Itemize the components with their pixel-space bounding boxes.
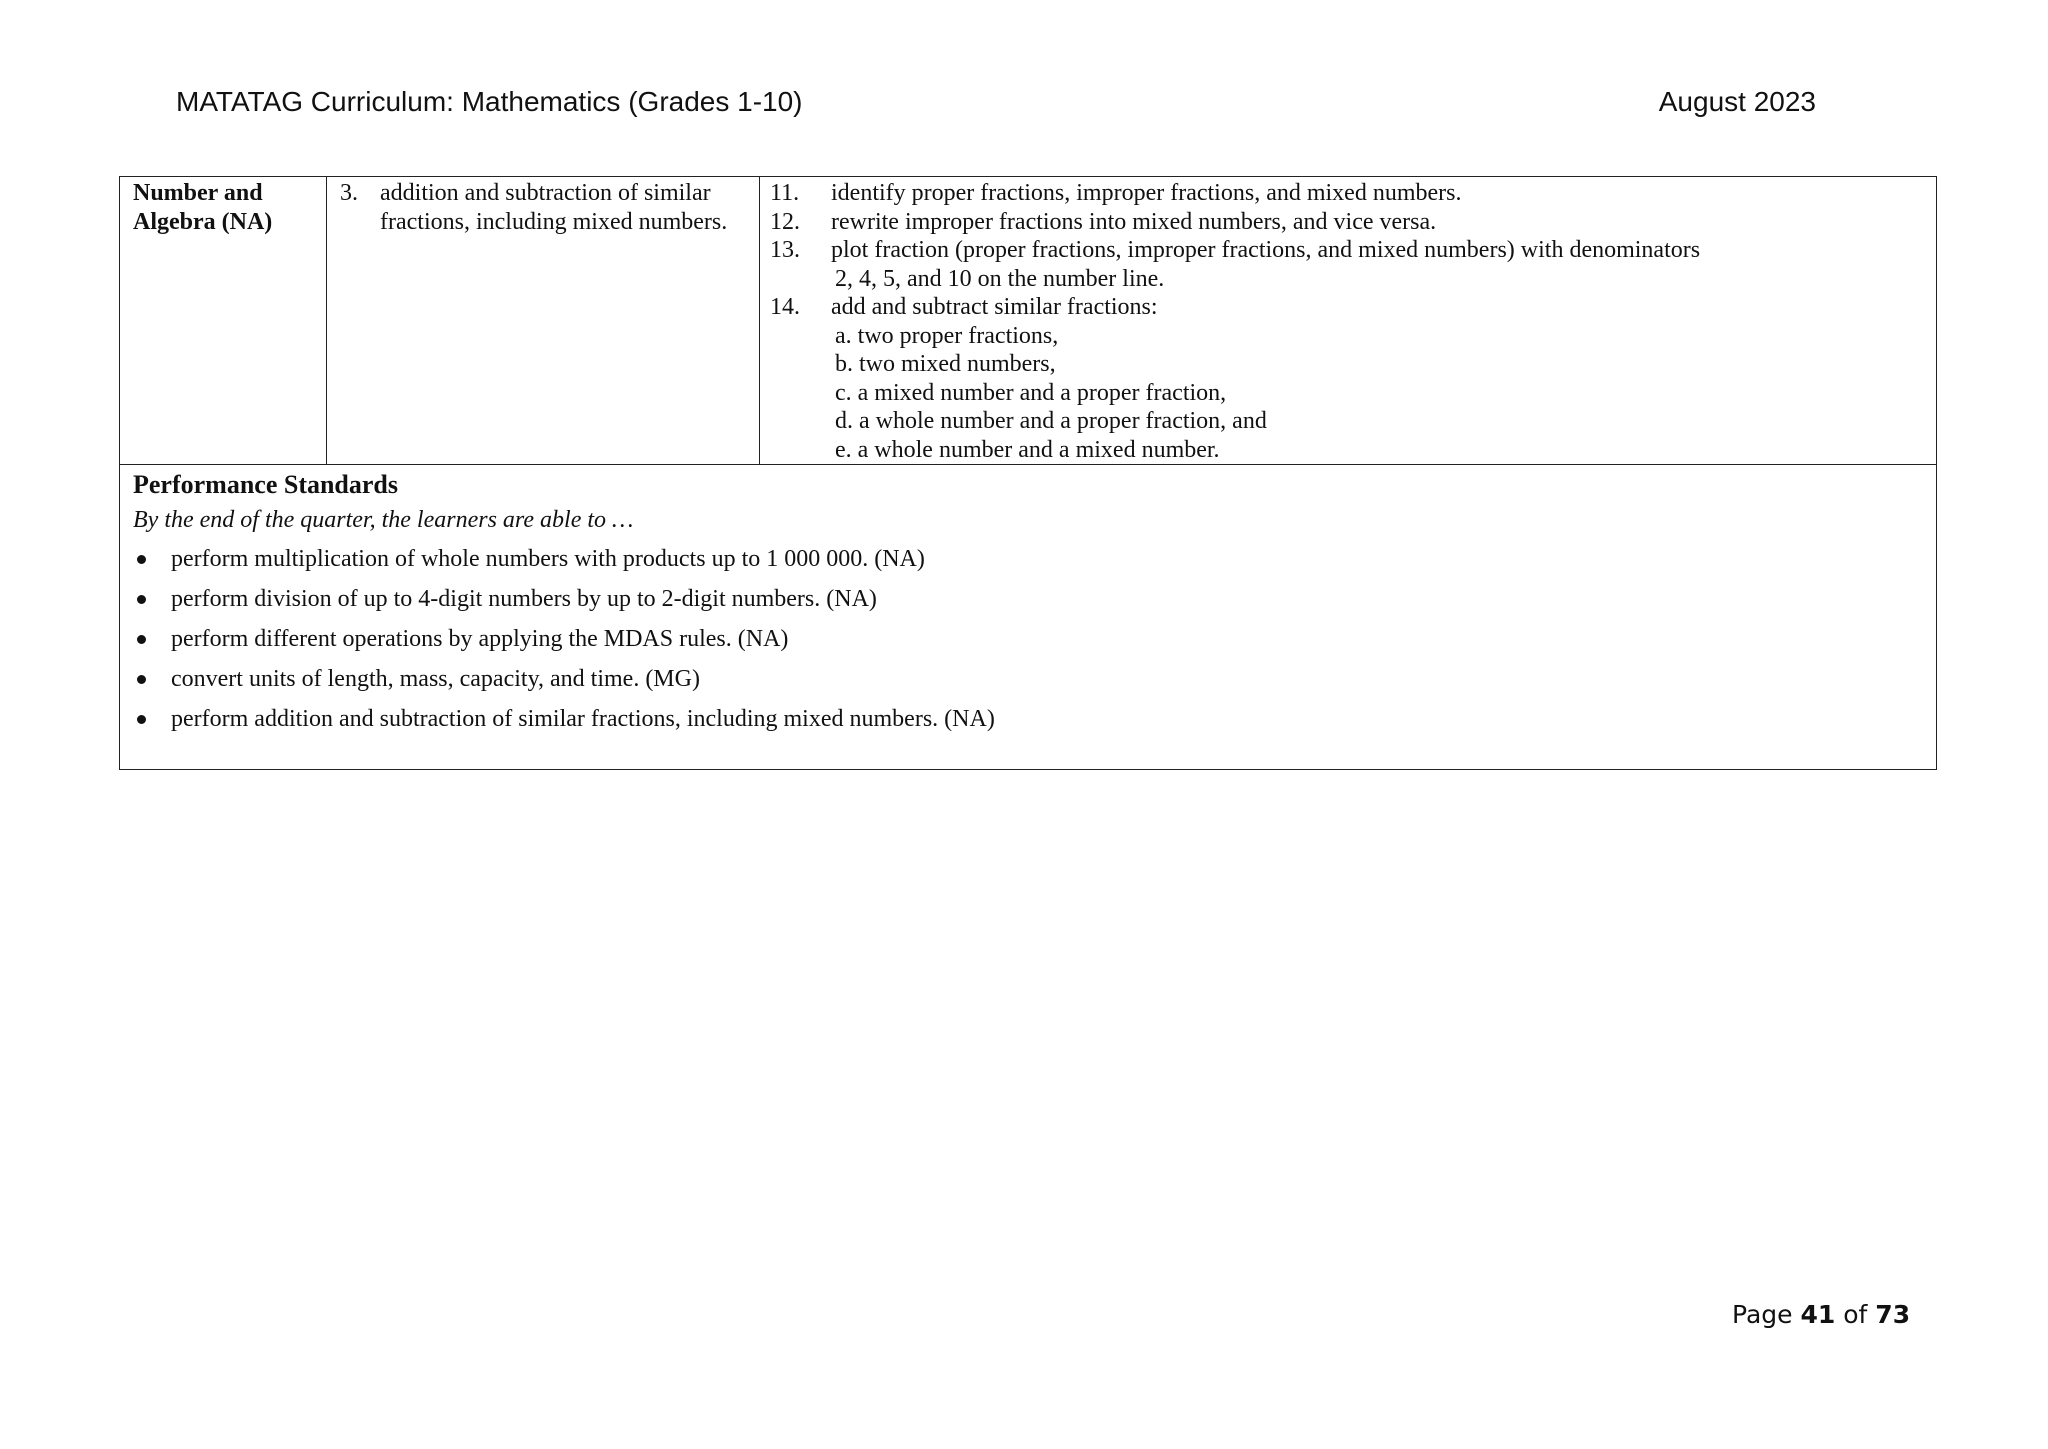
sub-item: c. a mixed number and a proper fraction, bbox=[835, 379, 1227, 406]
competency-item bbox=[770, 208, 1936, 237]
domain-label-line1: Number and bbox=[133, 180, 263, 206]
bullet-icon bbox=[137, 635, 146, 644]
performance-standards-title: Performance Standards bbox=[133, 470, 399, 499]
domain-cell bbox=[120, 177, 327, 464]
page-header bbox=[176, 86, 1816, 126]
competency-text: identify proper fractions, improper fractions, and mixed numbers. bbox=[831, 180, 1462, 206]
bullet-icon bbox=[137, 555, 146, 564]
list-item-text: perform division of up to 4-digit numbers by up to 2-digit numbers. (NA) bbox=[171, 586, 877, 612]
competencies-cell bbox=[760, 177, 1936, 464]
sub-item: b. two mixed numbers, bbox=[835, 351, 1056, 377]
list-item-text: convert units of length, mass, capacity, and time. (MG) bbox=[171, 666, 700, 692]
curriculum-table bbox=[119, 176, 1937, 770]
list-item bbox=[133, 579, 1936, 619]
list-item-text: perform addition and subtraction of similar fractions, including mixed numbers. (NA) bbox=[171, 706, 995, 732]
competency-number: 14. bbox=[770, 294, 800, 320]
of-word: of bbox=[1843, 1300, 1868, 1329]
content-cell bbox=[327, 177, 760, 464]
content-text: addition and subtraction of similar fractions, including mixed numbers. bbox=[380, 180, 728, 235]
competency-number: 11. bbox=[770, 180, 800, 206]
list-item bbox=[133, 699, 1936, 739]
bullet-icon bbox=[137, 715, 146, 724]
document-date: August 2023 bbox=[1658, 86, 1816, 117]
competency-item bbox=[770, 293, 1936, 322]
list-item bbox=[133, 539, 1936, 579]
table-row bbox=[120, 177, 1936, 465]
document-title: MATATAG Curriculum: Mathematics (Grades 1-10) bbox=[176, 86, 803, 117]
sub-item: a. two proper fractions, bbox=[835, 322, 1059, 349]
total-pages: 73 bbox=[1875, 1300, 1911, 1329]
page-word: Page bbox=[1732, 1300, 1793, 1329]
bullet-icon bbox=[137, 595, 146, 604]
performance-standards-list bbox=[133, 539, 1936, 739]
bullet-icon bbox=[137, 675, 146, 684]
competency-item bbox=[770, 179, 1936, 208]
performance-standards-section bbox=[120, 465, 1936, 739]
competency-number: 12. bbox=[770, 208, 800, 235]
competency-text: plot fraction (proper fractions, improper fractions, and mixed numbers) with denominators bbox=[831, 237, 1701, 263]
competency-number: 13. bbox=[770, 237, 800, 263]
page-footer bbox=[1732, 1300, 1910, 1329]
competency-text: add and subtract similar fractions: bbox=[831, 294, 1158, 320]
competency-text: rewrite improper fractions into mixed numbers, and vice versa. bbox=[831, 208, 1437, 235]
sub-item: e. a whole number and a mixed number. bbox=[835, 436, 1220, 463]
list-item bbox=[133, 619, 1936, 659]
domain-label-line2: Algebra (NA) bbox=[133, 208, 273, 235]
page-number: 41 bbox=[1800, 1300, 1836, 1329]
competency-text-continued: 2, 4, 5, and 10 on the number line. bbox=[835, 265, 1165, 292]
sub-item: d. a whole number and a proper fraction, and bbox=[835, 408, 1267, 434]
content-item bbox=[340, 179, 759, 236]
competency-item bbox=[770, 236, 1936, 293]
content-number: 3. bbox=[340, 180, 358, 206]
list-item bbox=[133, 659, 1936, 699]
list-item-text: perform different operations by applying the MDAS rules. (NA) bbox=[171, 626, 789, 652]
list-item-text: perform multiplication of whole numbers with products up to 1 000 000. (NA) bbox=[171, 546, 925, 572]
performance-standards-intro: By the end of the quarter, the learners are able to … bbox=[133, 507, 634, 533]
